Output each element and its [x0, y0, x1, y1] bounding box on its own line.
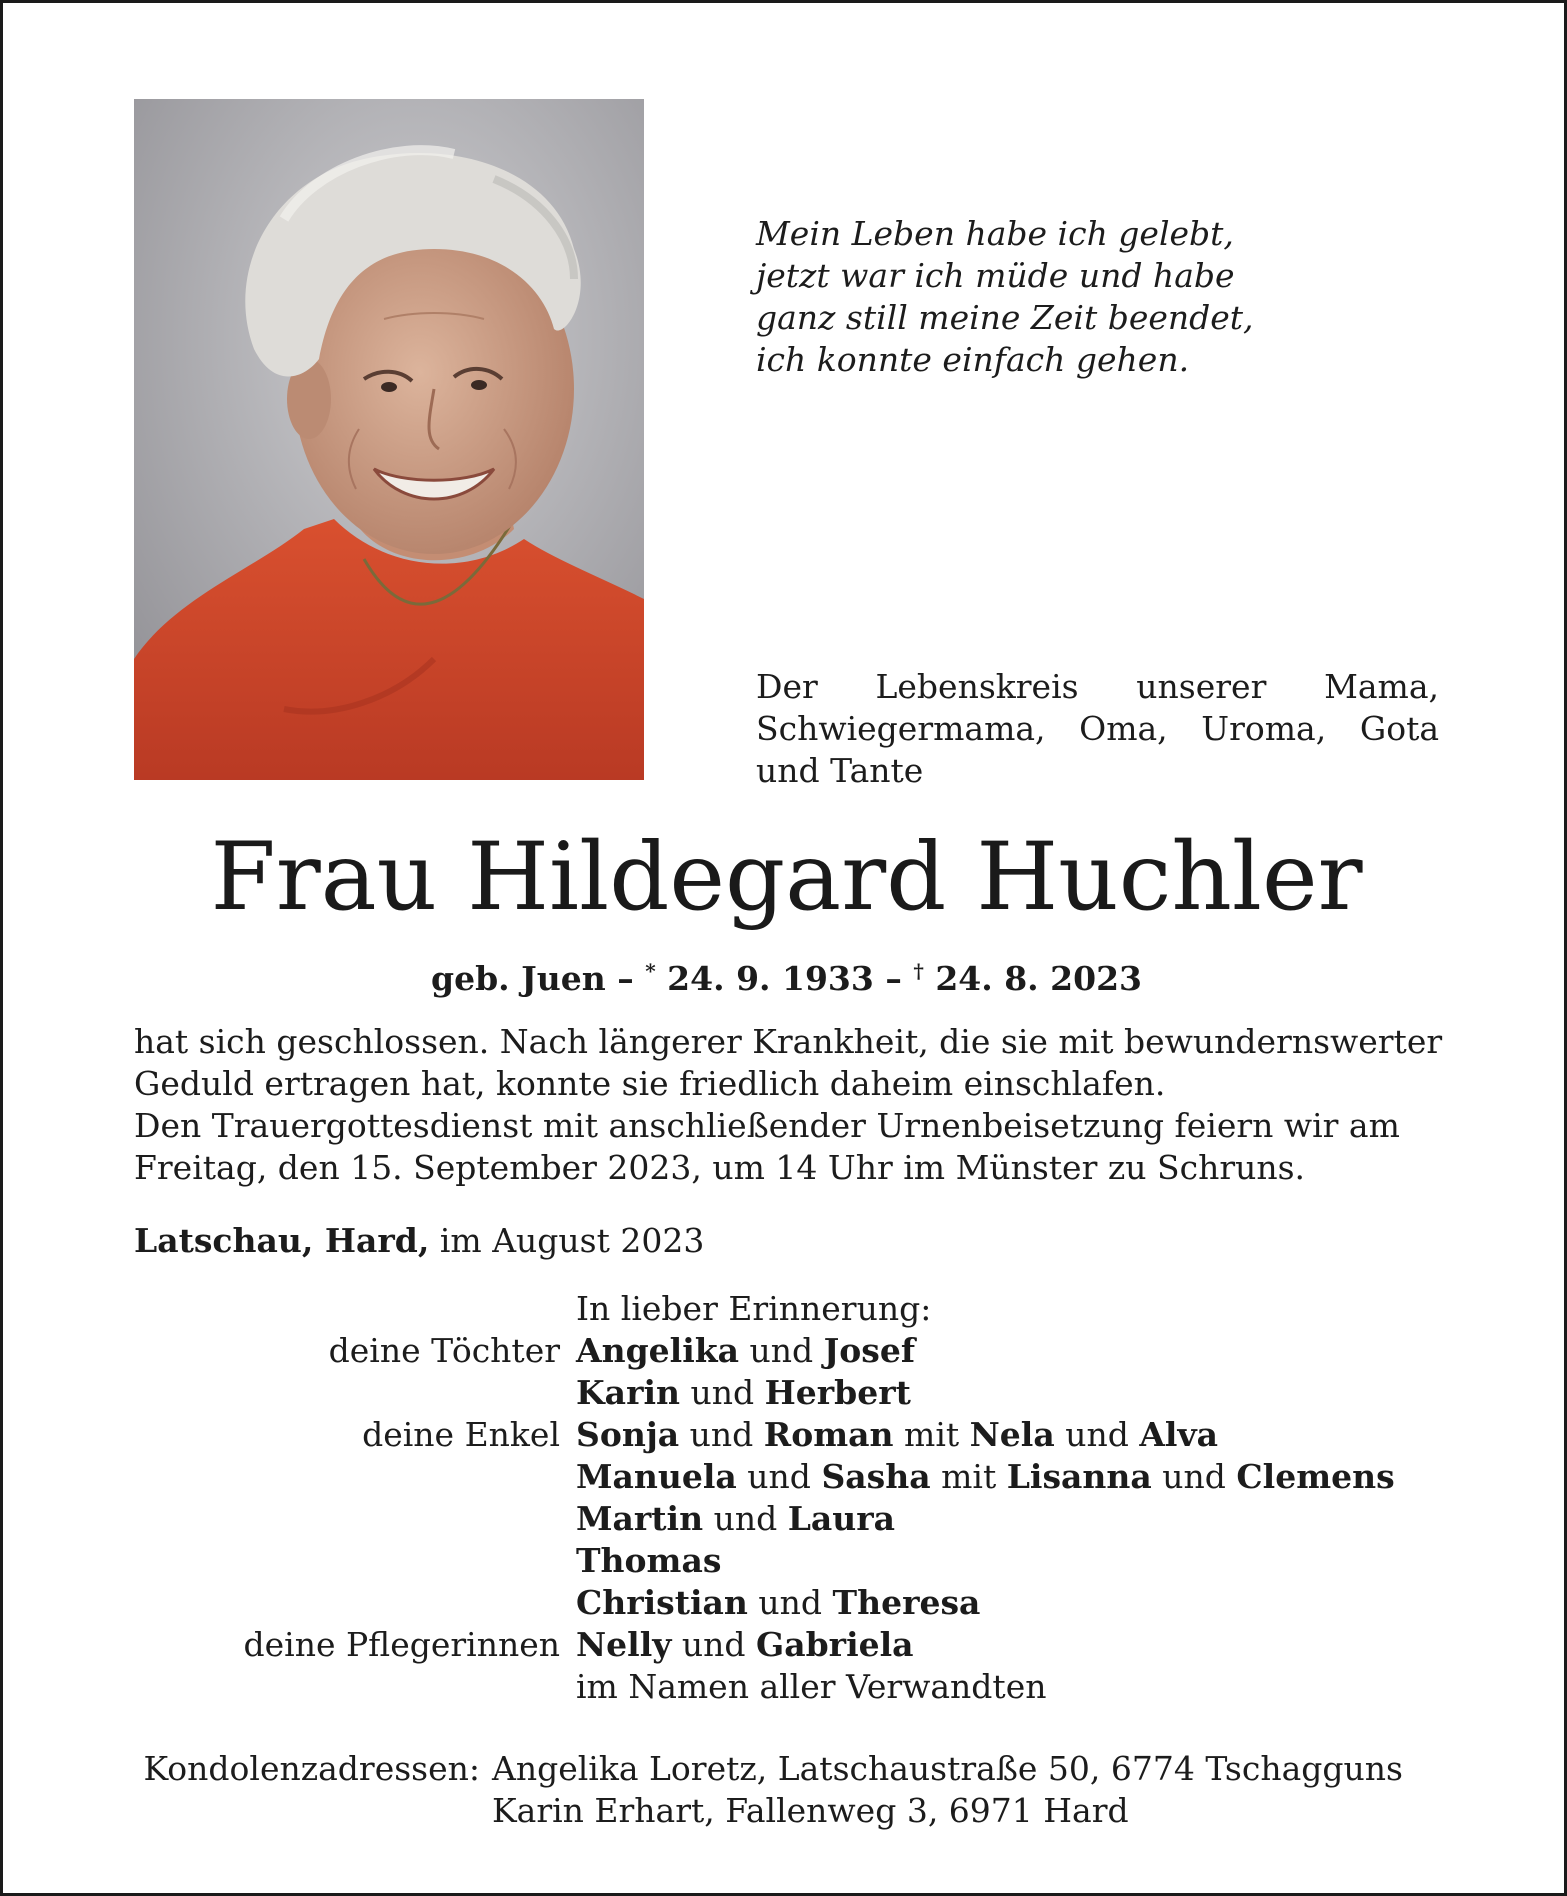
- mourner-relation: deine Töchter: [328, 1331, 560, 1370]
- place-date: [134, 1220, 704, 1262]
- mourner-names: [576, 1498, 895, 1540]
- mourner-relation: [134, 1540, 576, 1582]
- mourner-names: [576, 1414, 1218, 1456]
- life-dates: geb. Juen – * 24. 9. 1933 – † 24. 8. 2023: [431, 959, 1142, 998]
- mourner-connector: im Namen aller Verwandten: [576, 1667, 1047, 1706]
- birth-name: geb. Juen: [431, 959, 606, 998]
- place-location: Latschau, Hard,: [134, 1221, 430, 1260]
- condolence-row: [134, 1790, 1444, 1832]
- mourner-name: Laura: [787, 1499, 896, 1538]
- condolence-row: [134, 1748, 1444, 1790]
- mourner-row: [134, 1582, 1444, 1624]
- body-line: Den Trauergottesdienst mit anschließender Urnenbeisetzung feiern wir am: [134, 1106, 1400, 1145]
- body-line: hat sich geschlossen. Nach längerer Krankheit, die sie mit bewundernswerter: [134, 1022, 1443, 1061]
- mourner-connector: und: [747, 1583, 833, 1622]
- mourner-name: Thomas: [576, 1541, 722, 1580]
- mourner-relation: deine Enkel: [362, 1415, 560, 1454]
- born-date: 24. 9. 1933: [667, 959, 874, 998]
- mourner-row: [134, 1666, 1444, 1708]
- mourner-name: Alva: [1139, 1415, 1219, 1454]
- poem-line: jetzt war ich müde und habe: [756, 256, 1235, 295]
- mourner-relation: [134, 1582, 576, 1624]
- portrait-illustration: [134, 99, 644, 780]
- mourner-connector: und: [679, 1415, 764, 1454]
- mourner-relation: [134, 1666, 576, 1708]
- mourner-name: Karin: [576, 1373, 680, 1412]
- mourner-connector: und: [739, 1331, 824, 1370]
- mourner-names: [576, 1666, 1046, 1708]
- mourner-name: Nelly: [576, 1625, 672, 1664]
- mourner-connector: und: [1151, 1457, 1237, 1496]
- mourners-list: [134, 1288, 1444, 1708]
- mourner-row: [134, 1330, 1444, 1372]
- mourner-name: Roman: [763, 1415, 894, 1454]
- condolence-addresses: [134, 1748, 1444, 1832]
- memory-heading: In lieber Erinnerung:: [576, 1289, 932, 1328]
- mourner-name: Manuela: [576, 1457, 737, 1496]
- died-symbol: †: [913, 959, 924, 983]
- mourner-names: [576, 1540, 721, 1582]
- mourner-name: Josef: [823, 1331, 916, 1370]
- poem-line: Mein Leben habe ich gelebt,: [756, 214, 1234, 253]
- body-line: Geduld ertragen hat, konnte sie friedlich daheim einschlafen.: [134, 1064, 1166, 1103]
- mourner-connector: und: [703, 1499, 788, 1538]
- condolence-address: Angelika Loretz, Latschaustraße 50, 6774 Tschagguns: [492, 1749, 1403, 1788]
- mourner-connector: und: [679, 1373, 765, 1412]
- mourner-connector: und: [671, 1625, 757, 1664]
- memory-label: [134, 1288, 576, 1330]
- mourner-name: Martin: [576, 1499, 704, 1538]
- condolence-label: Kondolenzadressen:: [143, 1749, 480, 1788]
- mourner-names: [576, 1330, 915, 1372]
- mourner-name: Herbert: [764, 1373, 911, 1412]
- mourner-relation: [134, 1498, 576, 1540]
- deceased-name: Frau Hildegard Huchler: [210, 823, 1363, 932]
- mourner-row: [134, 1456, 1444, 1498]
- mourner-relation: [134, 1372, 576, 1414]
- mourner-row: [134, 1372, 1444, 1414]
- condolence-address: Karin Erhart, Fallenweg 3, 6971 Hard: [492, 1791, 1129, 1830]
- mourner-relation: deine Pflegerinnen: [243, 1625, 560, 1664]
- poem-line: ganz still meine Zeit beendet,: [756, 298, 1254, 337]
- place-month: im August 2023: [439, 1221, 705, 1260]
- mourner-row: [134, 1414, 1444, 1456]
- mourner-connector: mit: [893, 1415, 970, 1454]
- mourner-connector: mit: [930, 1457, 1007, 1496]
- mourner-name: Gabriela: [756, 1625, 914, 1664]
- mourner-name: Christian: [576, 1583, 748, 1622]
- mourner-relation: [134, 1456, 576, 1498]
- mourner-name: Angelika: [576, 1331, 739, 1370]
- mourner-names: [576, 1582, 980, 1624]
- mourner-connector: und: [1054, 1415, 1140, 1454]
- body-line: Freitag, den 15. September 2023, um 14 Uhr im Münster zu Schruns.: [134, 1148, 1306, 1187]
- mourner-name: Nela: [969, 1415, 1055, 1454]
- mourner-row: [134, 1540, 1444, 1582]
- mourner-names: [576, 1456, 1395, 1498]
- mourner-row: [134, 1624, 1444, 1666]
- mourner-row: [134, 1498, 1444, 1540]
- mourner-name: Sonja: [576, 1415, 680, 1454]
- mourner-name: Sasha: [821, 1457, 931, 1496]
- intro-text: Der Lebenskreis unserer Mama, Schwiegermama, Oma, Uroma, Gota und Tante: [756, 667, 1439, 790]
- poem: [756, 213, 1456, 381]
- mourner-connector: und: [736, 1457, 822, 1496]
- mourner-name: Lisanna: [1006, 1457, 1152, 1496]
- mourner-names: [576, 1372, 911, 1414]
- died-date: 24. 8. 2023: [935, 959, 1142, 998]
- mourner-name: Clemens: [1236, 1457, 1395, 1496]
- born-symbol: *: [645, 959, 656, 983]
- poem-line: ich konnte einfach gehen.: [756, 340, 1190, 379]
- announcement-text: [134, 1021, 1444, 1189]
- condolence-label-empty: [134, 1790, 492, 1832]
- mourner-name: Theresa: [832, 1583, 981, 1622]
- memory-rows: [134, 1330, 1444, 1708]
- portrait-photo: [134, 99, 644, 780]
- memory-heading-row: [134, 1288, 1444, 1330]
- mourner-names: [576, 1624, 914, 1666]
